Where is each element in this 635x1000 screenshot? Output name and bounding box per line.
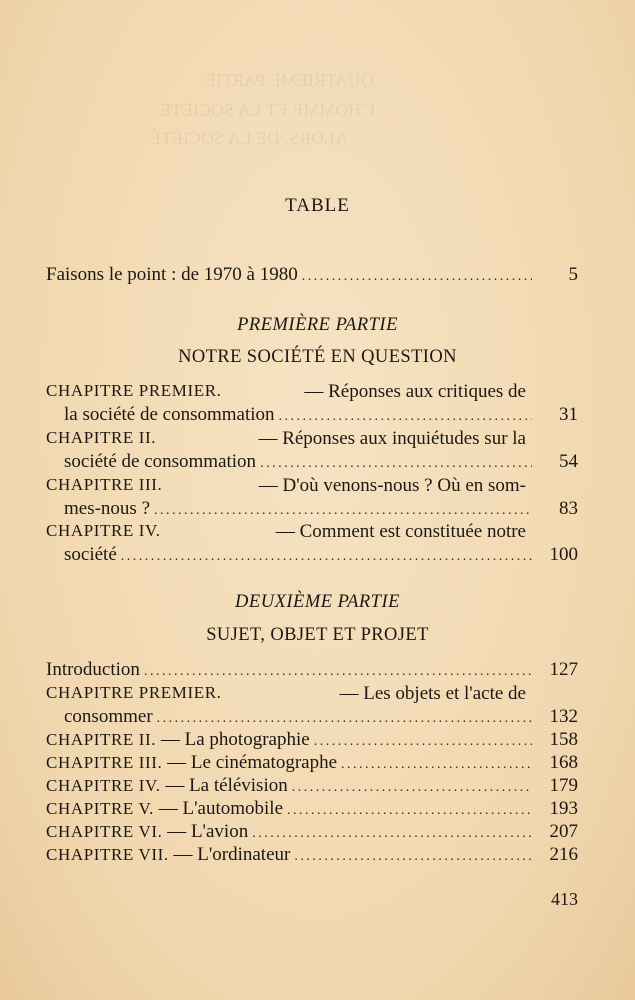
toc-entry-label: — Comment est constituée notre bbox=[275, 521, 526, 542]
toc-entry-label bbox=[46, 798, 283, 820]
page-number: 132 bbox=[549, 706, 578, 727]
page-number: 168 bbox=[549, 752, 578, 773]
toc-entry-label: — Réponses aux inquiétudes sur la bbox=[258, 428, 526, 449]
page-title: TABLE bbox=[285, 195, 350, 216]
page-number: 179 bbox=[549, 775, 578, 796]
toc-entry bbox=[46, 729, 578, 753]
page-number: 207 bbox=[549, 821, 578, 842]
show-through-text: ALORS, DE LA SOCIÉTÉ bbox=[150, 128, 348, 148]
toc-entry bbox=[64, 706, 578, 730]
toc-entry bbox=[46, 752, 578, 776]
show-through-text: QUATRIÈME PARTIE bbox=[205, 70, 374, 90]
leader-dots bbox=[294, 849, 532, 865]
chapter-title: — La télévision bbox=[165, 775, 288, 796]
chapter-label: CHAPITRE III. bbox=[46, 753, 163, 772]
toc-entry-line bbox=[46, 683, 526, 707]
chapter-label: CHAPITRE IV. bbox=[46, 521, 161, 540]
toc-entry-label: société de consommation bbox=[64, 451, 257, 472]
page-number: 5 bbox=[568, 264, 578, 285]
toc-entry-label: la société de consommation bbox=[64, 404, 275, 425]
leader-dots bbox=[314, 734, 532, 750]
leader-dots bbox=[157, 711, 532, 727]
page-number: 100 bbox=[549, 544, 578, 565]
chapter-label: CHAPITRE VII. bbox=[46, 845, 169, 864]
page-number: 216 bbox=[549, 844, 578, 865]
part-one-title: PREMIÈRE PARTIE bbox=[237, 315, 398, 335]
chapter-title: — L'avion bbox=[167, 821, 249, 842]
toc-entry-line bbox=[46, 521, 526, 545]
toc-entry-label: mes-nous ? bbox=[64, 498, 151, 519]
toc-entry-label: — D'où venons-nous ? Où en som- bbox=[258, 475, 526, 496]
toc-entry bbox=[64, 498, 578, 522]
chapter-title: — La photographie bbox=[160, 729, 310, 750]
chapter-title: — L'automobile bbox=[158, 798, 284, 819]
show-through-text: L'HOMME ET LA SOCIÉTÉ bbox=[160, 100, 376, 120]
toc-entry-intro bbox=[46, 264, 578, 288]
toc-entry-introduction bbox=[46, 659, 578, 683]
toc-entry-label bbox=[46, 752, 337, 774]
chapter-label: CHAPITRE II. bbox=[46, 428, 157, 447]
leader-dots bbox=[302, 269, 532, 285]
chapter-label: CHAPITRE V. bbox=[46, 799, 154, 818]
page-number: 31 bbox=[559, 404, 578, 425]
leader-dots bbox=[287, 803, 532, 819]
toc-entry-label bbox=[46, 729, 310, 751]
leader-dots bbox=[341, 757, 532, 773]
page-number: 158 bbox=[549, 729, 578, 750]
toc-entry-label: société bbox=[64, 544, 117, 565]
page-number: 127 bbox=[549, 659, 578, 680]
chapter-label: CHAPITRE III. bbox=[46, 475, 163, 494]
toc-entry-line bbox=[46, 428, 526, 452]
page-number: 193 bbox=[549, 798, 578, 819]
toc-entry-label: Introduction bbox=[46, 659, 140, 680]
folio-page-number: 413 bbox=[551, 889, 578, 909]
toc-entry-label: consommer bbox=[64, 706, 153, 727]
chapter-label: CHAPITRE IV. bbox=[46, 776, 161, 795]
chapter-label: CHAPITRE PREMIER. bbox=[46, 683, 222, 702]
toc-entry bbox=[64, 404, 578, 428]
chapter-title: — Le cinématographe bbox=[167, 752, 338, 773]
toc-entry-label bbox=[46, 844, 290, 866]
toc-entry-label: — Les objets et l'acte de bbox=[339, 683, 526, 704]
part-two-title: DEUXIÈME PARTIE bbox=[235, 592, 400, 612]
toc-entry bbox=[46, 798, 578, 822]
leader-dots bbox=[260, 456, 532, 472]
part-one-subtitle: NOTRE SOCIÉTÉ EN QUESTION bbox=[178, 347, 457, 367]
leader-dots bbox=[144, 664, 532, 680]
leader-dots bbox=[121, 549, 532, 565]
chapter-label: CHAPITRE PREMIER. bbox=[46, 381, 222, 400]
leader-dots bbox=[252, 826, 532, 842]
chapter-label: CHAPITRE VI. bbox=[46, 822, 163, 841]
chapter-label: CHAPITRE II. bbox=[46, 730, 157, 749]
toc-entry-line bbox=[46, 475, 526, 499]
toc-entry bbox=[46, 844, 578, 868]
toc-entry bbox=[46, 821, 578, 845]
toc-entry-label: — Réponses aux critiques de bbox=[304, 381, 526, 402]
leader-dots bbox=[279, 409, 532, 425]
leader-dots bbox=[154, 503, 532, 519]
toc-entry bbox=[64, 544, 578, 568]
part-two-subtitle: SUJET, OBJET ET PROJET bbox=[206, 625, 429, 645]
toc-entry bbox=[64, 451, 578, 475]
toc-entry-label bbox=[46, 821, 248, 843]
chapter-title: — L'ordinateur bbox=[173, 844, 291, 865]
toc-entry bbox=[46, 775, 578, 799]
page-number: 54 bbox=[559, 451, 578, 472]
toc-entry-line bbox=[46, 381, 526, 405]
toc-entry-label bbox=[46, 775, 288, 797]
toc-entry-label: Faisons le point : de 1970 à 1980 bbox=[46, 264, 298, 285]
leader-dots bbox=[292, 780, 532, 796]
page-number: 83 bbox=[559, 498, 578, 519]
